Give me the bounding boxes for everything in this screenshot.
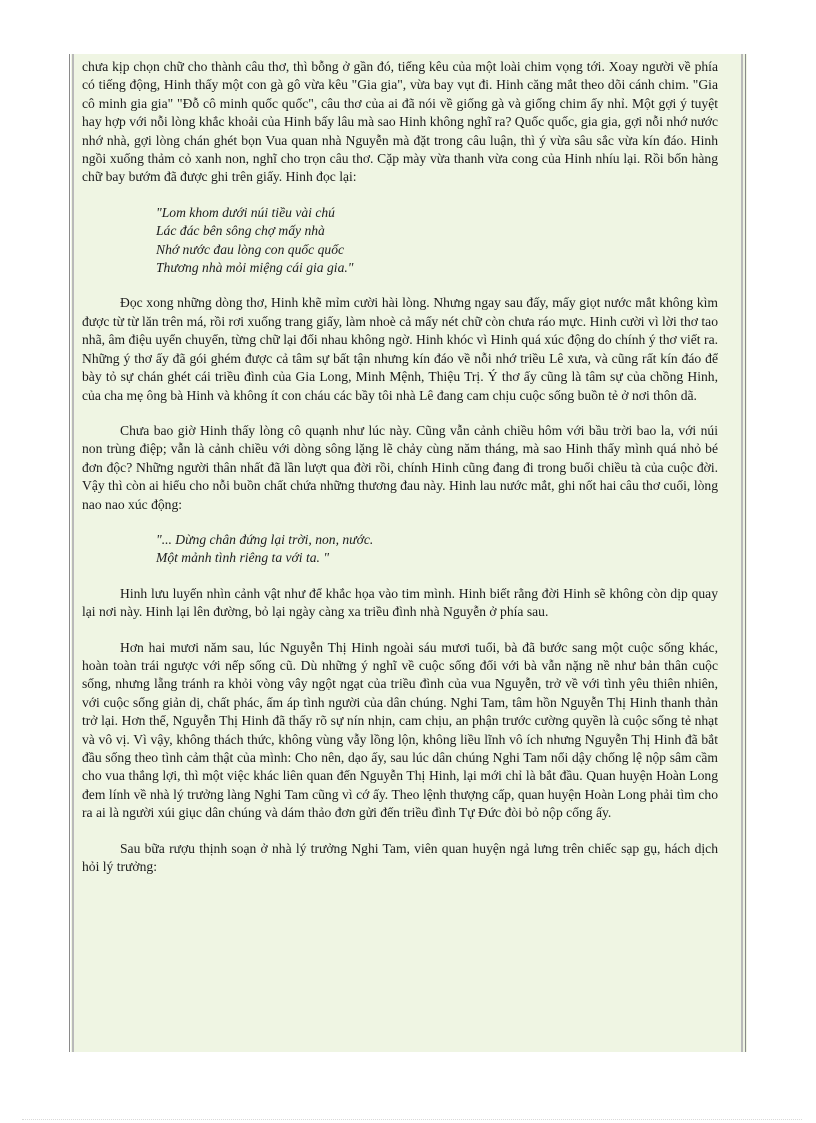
poem-quatrain: [156, 204, 718, 278]
right-border-line: [745, 54, 746, 1052]
paragraph-2: Đọc xong những dòng thơ, Hinh khẽ mỉm cười hài lòng. Nhưng ngay sau đấy, mấy giọt nước mắt không kìm được từ từ lăn trên má, rồi rơi xuống trang giấy, làm nhoè cả mấy nét chữ còn chưa ráo mực. Hinh cười vì lời thơ tao nhã, âm điệu uyển chuyển, từng chữ lại đối nhau không ngờ. Hinh khóc vì Hinh quá xúc động do chính ý thơ viết ra. Những ý thơ ấy đã gói ghém được cả tâm sự bất tận nhưng kín đáo về nỗi nhớ triều Lê xưa, và cũng rất kín đáo để bày tỏ sự chán ghét cái triều đình của Gia Long, Minh Mệnh, Thiệu Trị. Ý thơ ấy cũng là tâm sự của chồng Hinh, của cha mẹ ông bà Hinh và không ít con cháu các bầy tôi nhà Lê đang cam chịu cuộc sống buồn tẻ ở nơi thôn dã.: [82, 295, 718, 403]
left-border-line: [69, 54, 70, 1052]
poem-line-2: Lác đác bên sông chợ mấy nhà: [156, 223, 325, 239]
poem-line-3: Nhớ nước đau lòng con quốc quốc: [156, 241, 345, 257]
left-border-inner-line: [72, 54, 74, 1052]
poem-couplet: [156, 531, 718, 568]
poem-couplet-line-2: Một mảnh tình riêng ta với ta. ": [156, 550, 330, 566]
footer-divider: [22, 1119, 802, 1120]
poem-couplet-line-1: "... Dừng chân đứng lại trời, non, nước.: [156, 531, 374, 547]
document-body: [82, 58, 718, 893]
poem-line-1: "Lom khom dưới núi tiều vài chú: [156, 204, 335, 220]
right-border-inner-line: [741, 54, 743, 1052]
paragraph-3: Chưa bao giờ Hinh thấy lòng cô quạnh như lúc này. Cũng vẫn cảnh chiều hôm với bầu trời bao la, với núi non trùng điệp; vẫn là cảnh chiều với dòng sông lặng lẽ chảy cùng năm tháng, mà sao Hinh thấy mình quá nhỏ bé đơn độc? Những người thân nhất đã lần lượt qua đời rồi, chính Hinh cũng đang đi trong buổi chiều tà của cuộc đời. Vậy thì còn ai hiểu cho nỗi buồn chất chứa những thương đau này. Hinh lau nước mắt, ghi nốt hai câu thơ cuối, lòng nao nao xúc động:: [82, 422, 718, 512]
paragraph-4: Hinh lưu luyến nhìn cảnh vật như để khắc họa vào tim mình. Hinh biết rằng đời Hinh sẽ không còn dịp quay lại nơi này. Hinh lại lên đường, bỏ lại ngày càng xa triều đình nhà Nguyễn ở phía sau.: [82, 585, 718, 620]
poem-line-4: Thương nhà mỏi miệng cái gia gia.": [156, 260, 354, 276]
paragraph-5: Hơn hai mươi năm sau, lúc Nguyễn Thị Hinh ngoài sáu mươi tuổi, bà đã bước sang một cuộc sống khác, hoàn toàn trái ngược với nếp sống cũ. Dù những ý nghĩ về cuộc sống đối với bà vẫn nặng nề như bản thân cuộc sống, nhưng lẵng tránh ra khỏi vòng vây ngột ngạt của triều đình của vua Nguyễn, trở về với tình yêu thiên nhiên, với cuộc sống giản dị, chất phác, ấm áp tình người của dân chúng. Nghi Tam, tâm hồn Nguyễn Thị Hinh thanh thản trở lại. Hơn thế, Nguyễn Thị Hinh đã thấy rõ sự nín nhịn, cam chịu, an phận trước cường quyền là cuộc sống tẻ nhạt và vô vị. Vì vậy, không thách thức, không vùng vẫy lồng lộn, không liều lĩnh vô ích nhưng Nguyễn Thị Hinh đã bắt đầu sống theo tình cảm thật của mình: Cho nên, dạo ấy, sau lúc dân chúng Nghi Tam nổi dậy chống lệ nộp sâm cầm cho vua thắng lợi, thì một việc khác liên quan đến Nguyễn Thị Hinh, lại mới chỉ là bắt đầu. Quan huyện Hoàn Long đem lính về nhà lý trưởng làng Nghi Tam cũng vì cớ ấy. Theo lệnh thượng cấp, quan huyện Hoàn Long phải tìm cho ra ai là người xúi giục dân chúng và dám thảo đơn gửi đến triều đình Tự Đức đòi bỏ nộp cống ấy.: [82, 639, 718, 821]
paragraph-6: Sau bữa rượu thịnh soạn ở nhà lý trưởng Nghi Tam, viên quan huyện ngả lưng trên chiếc sạp gụ, hách dịch hỏi lý trưởng:: [82, 840, 718, 875]
paragraph-1: chưa kịp chọn chữ cho thành câu thơ, thì bỗng ở gần đó, tiếng kêu của một loài chim vọng tới. Xoay người về phía có tiếng động, Hinh thấy một con gà gô vừa kêu "Gia gia", vừa bay vụt đi. Hinh căng mắt theo dõi cánh chim. "Gia cô minh gia gia" "Đỗ cô minh quốc quốc", câu thơ của ai đã nói về giống gà và giống chim ấy nhỉ. Một gợi ý tuyệt hay hợp với nỗi lòng khắc khoải của Hinh bấy lâu mà sao Hinh không nghĩ ra? Quốc quốc, gia gia, gợi nỗi nhớ nước nhớ nhà, gợi lòng chán ghét bọn Vua quan nhà Nguyễn mà đặt trong câu luận, thì ý vừa sâu sắc vừa kín đáo. Hinh ngồi xuống thảm cỏ xanh non, nghĩ cho trọn câu thơ. Cặp mày vừa thanh vừa cong của Hinh nhíu lại. Rồi bốn hàng chữ bay bướm đã được ghi trên giấy. Hinh đọc lại:: [82, 59, 718, 185]
